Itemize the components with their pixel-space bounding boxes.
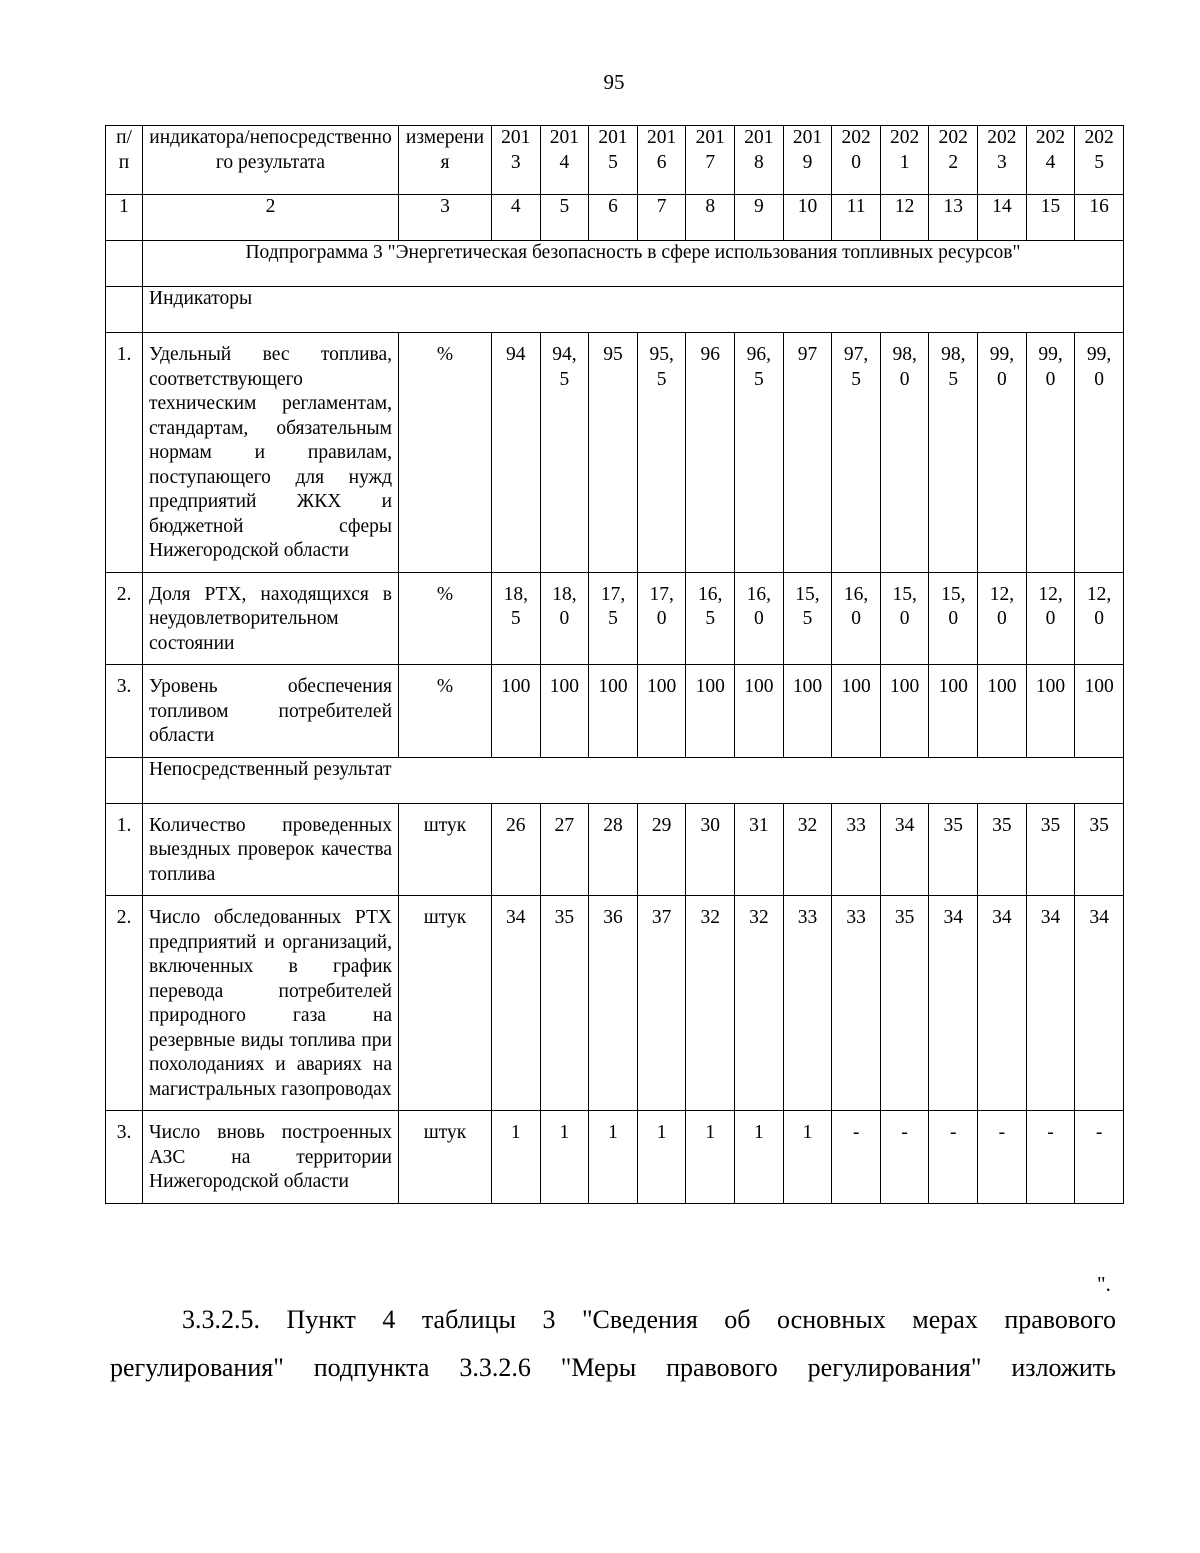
indicator-value: 1: [783, 1111, 832, 1204]
empty-cell: [106, 757, 143, 803]
indicator-value: -: [929, 1111, 978, 1204]
indicator-value: -: [1026, 1111, 1075, 1204]
indicator-value: 12,0: [1075, 572, 1124, 665]
indicator-value: -: [978, 1111, 1027, 1204]
indicator-value: 35: [929, 803, 978, 896]
closing-quote: ".: [1097, 1272, 1111, 1296]
indicator-value: 100: [589, 665, 638, 758]
column-number: 6: [589, 195, 638, 241]
indicator-value: 29: [637, 803, 686, 896]
paragraph-line-1: 3.3.2.5. Пункт 4 таблицы 3 "Сведения об основных мерах правового: [182, 1305, 1116, 1334]
indicator-value: 94: [492, 333, 541, 573]
indicator-value: 33: [832, 896, 881, 1111]
header-year: 2021: [880, 126, 929, 195]
indicator-value: 96: [686, 333, 735, 573]
indicator-value: 99,0: [1026, 333, 1075, 573]
indicator-value: 1: [637, 1111, 686, 1204]
indicator-value: 96,5: [735, 333, 784, 573]
indicator-value: 34: [492, 896, 541, 1111]
subprogram-title: Подпрограмма 3 "Энергетическая безопасность в сфере использования топливных ресурсов": [143, 241, 1124, 287]
header-year: 2024: [1026, 126, 1075, 195]
indicator-value: 100: [783, 665, 832, 758]
indicator-value: 100: [832, 665, 881, 758]
indicator-value: 34: [978, 896, 1027, 1111]
column-number: 11: [832, 195, 881, 241]
column-number: 10: [783, 195, 832, 241]
indicator-value: 16,0: [735, 572, 784, 665]
indicator-value: 16,0: [832, 572, 881, 665]
row-number: 1.: [106, 333, 143, 573]
header-col-name: индикатора/непосредственного результата: [143, 126, 399, 195]
indicator-value: 34: [929, 896, 978, 1111]
indicator-value: 100: [492, 665, 541, 758]
indicator-value: 99,0: [1075, 333, 1124, 573]
indicator-value: 34: [1075, 896, 1124, 1111]
header-year: 2020: [832, 126, 881, 195]
indicator-value: 16,5: [686, 572, 735, 665]
column-number: 8: [686, 195, 735, 241]
indicator-name: Уровень обеспечения топливом потребителей области: [143, 665, 399, 758]
indicator-value: 26: [492, 803, 541, 896]
indicator-value: 95,5: [637, 333, 686, 573]
indicator-value: 100: [540, 665, 589, 758]
indicator-value: 32: [735, 896, 784, 1111]
page-number: 95: [603, 70, 625, 94]
indicator-value: 95: [589, 333, 638, 573]
indicator-name: Число обследованных РТХ предприятий и организаций, включенных в график перевода потребителей природного газа на резервные виды топлива при похолоданиях и авариях на магистральных газопроводах: [143, 896, 399, 1111]
header-year: 2015: [589, 126, 638, 195]
indicator-value: 30: [686, 803, 735, 896]
indicator-value: 35: [540, 896, 589, 1111]
row-number: 2.: [106, 572, 143, 665]
indicator-value: 1: [540, 1111, 589, 1204]
row-number: 1.: [106, 803, 143, 896]
indicator-name: Доля РТХ, находящихся в неудовлетворительном состоянии: [143, 572, 399, 665]
indicator-value: 15,0: [929, 572, 978, 665]
row-number: 3.: [106, 1111, 143, 1204]
indicator-value: 18,0: [540, 572, 589, 665]
column-number: 16: [1075, 195, 1124, 241]
indicators-table: [105, 125, 1124, 1204]
row-number: 3.: [106, 665, 143, 758]
header-year: 2017: [686, 126, 735, 195]
column-number: 7: [637, 195, 686, 241]
section-header-row: [106, 287, 1124, 333]
header-col-number: п/п: [106, 126, 143, 195]
header-year: 2014: [540, 126, 589, 195]
indicator-value: 98,0: [880, 333, 929, 573]
indicator-unit: %: [399, 665, 492, 758]
indicator-value: 35: [1026, 803, 1075, 896]
indicator-value: 31: [735, 803, 784, 896]
indicator-unit: штук: [399, 803, 492, 896]
indicator-value: 1: [589, 1111, 638, 1204]
header-year: 2018: [735, 126, 784, 195]
column-number: 5: [540, 195, 589, 241]
column-number: 13: [929, 195, 978, 241]
subprogram-title-row: [106, 241, 1124, 287]
header-col-unit: измерения: [399, 126, 492, 195]
indicator-value: 35: [1075, 803, 1124, 896]
indicator-value: 37: [637, 896, 686, 1111]
indicator-unit: штук: [399, 896, 492, 1111]
row-number: 2.: [106, 896, 143, 1111]
indicator-value: 98,5: [929, 333, 978, 573]
column-number: 2: [143, 195, 399, 241]
column-number: 9: [735, 195, 784, 241]
empty-cell: [106, 241, 143, 287]
indicator-name: Удельный вес топлива, соответствующего техническим регламентам, стандартам, обязательным нормам и правилам, поступающего для нужд предприятий ЖКХ и бюджетной сферы Нижегородской области: [143, 333, 399, 573]
table-row: [106, 896, 1124, 1111]
indicator-name: Число вновь построенных АЗС на территории Нижегородской области: [143, 1111, 399, 1204]
paragraph-line-2: регулирования" подпункта 3.3.2.6 "Меры правового регулирования" изложить: [110, 1353, 1116, 1382]
indicator-value: 97: [783, 333, 832, 573]
indicator-value: -: [832, 1111, 881, 1204]
indicator-value: 33: [783, 896, 832, 1111]
indicator-value: 17,5: [589, 572, 638, 665]
header-year: 2016: [637, 126, 686, 195]
indicator-unit: штук: [399, 1111, 492, 1204]
table-row: [106, 665, 1124, 758]
indicator-value: 94,5: [540, 333, 589, 573]
section-label: Непосредственный результат: [143, 757, 1124, 803]
indicator-value: 100: [1026, 665, 1075, 758]
table-row: [106, 572, 1124, 665]
column-number: 15: [1026, 195, 1075, 241]
indicator-value: 99,0: [978, 333, 1027, 573]
section-header-row: [106, 757, 1124, 803]
column-number: 3: [399, 195, 492, 241]
indicator-unit: %: [399, 572, 492, 665]
indicator-value: 100: [929, 665, 978, 758]
indicator-unit: %: [399, 333, 492, 573]
indicator-value: 100: [637, 665, 686, 758]
header-year: 2023: [978, 126, 1027, 195]
column-number: 14: [978, 195, 1027, 241]
indicator-value: 36: [589, 896, 638, 1111]
indicator-value: 12,0: [1026, 572, 1075, 665]
column-number: 12: [880, 195, 929, 241]
indicator-value: 34: [1026, 896, 1075, 1111]
indicator-name: Количество проведенных выездных проверок качества топлива: [143, 803, 399, 896]
indicator-value: 15,0: [880, 572, 929, 665]
indicator-value: 100: [880, 665, 929, 758]
header-year: 2025: [1075, 126, 1124, 195]
column-number: 4: [492, 195, 541, 241]
indicator-value: 1: [686, 1111, 735, 1204]
section-label: Индикаторы: [143, 287, 1124, 333]
indicator-value: 15,5: [783, 572, 832, 665]
indicator-value: 100: [1075, 665, 1124, 758]
indicator-value: 97,5: [832, 333, 881, 573]
column-number: 1: [106, 195, 143, 241]
indicator-value: 17,0: [637, 572, 686, 665]
header-year: 2022: [929, 126, 978, 195]
indicator-value: 32: [686, 896, 735, 1111]
table-header-row: [106, 126, 1124, 195]
indicator-value: 100: [735, 665, 784, 758]
indicator-value: -: [880, 1111, 929, 1204]
header-year: 2019: [783, 126, 832, 195]
table-row: [106, 333, 1124, 573]
indicator-value: 33: [832, 803, 881, 896]
indicator-value: 100: [686, 665, 735, 758]
empty-cell: [106, 287, 143, 333]
indicator-value: 35: [880, 896, 929, 1111]
indicator-value: 32: [783, 803, 832, 896]
indicator-value: 34: [880, 803, 929, 896]
indicator-value: 1: [735, 1111, 784, 1204]
indicator-value: 100: [978, 665, 1027, 758]
indicator-value: 12,0: [978, 572, 1027, 665]
table-row: [106, 1111, 1124, 1204]
header-year: 2013: [492, 126, 541, 195]
indicator-value: 1: [492, 1111, 541, 1204]
indicator-value: 35: [978, 803, 1027, 896]
indicator-value: 27: [540, 803, 589, 896]
indicator-value: 28: [589, 803, 638, 896]
table-row: [106, 803, 1124, 896]
indicator-value: -: [1075, 1111, 1124, 1204]
indicator-value: 18,5: [492, 572, 541, 665]
column-number-row: [106, 195, 1124, 241]
